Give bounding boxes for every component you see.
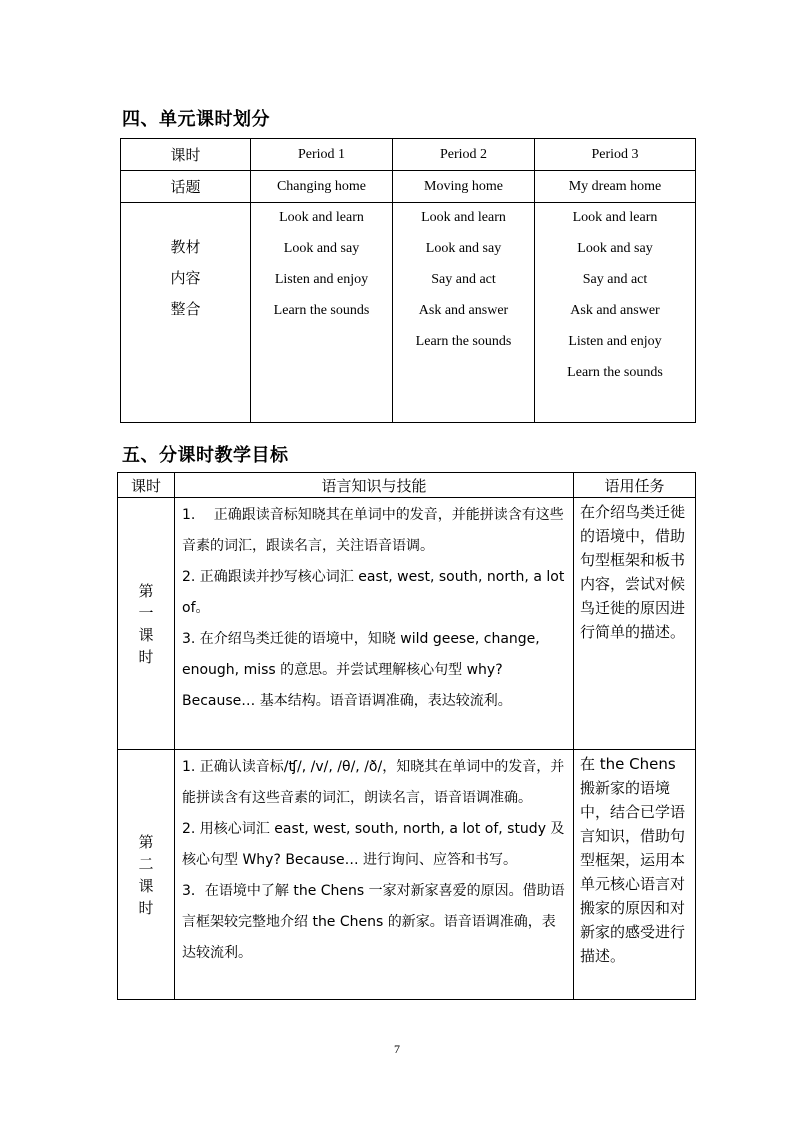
period-char: 时 (138, 898, 154, 917)
task-cell: 在介绍鸟类迁徙的语境中，借助句型框架和板书内容，尝试对候鸟迁徙的原因进行简单的描述。 (574, 498, 696, 750)
material-item: Learn the sounds (567, 365, 663, 380)
topic-cell: My dream home (535, 171, 696, 203)
topic-label: 话题 (121, 171, 251, 203)
material-item: Look and learn (279, 210, 364, 225)
material-item: Say and act (582, 272, 648, 287)
period-char: 课 (138, 876, 154, 895)
teaching-objectives-table (117, 472, 696, 1000)
table-row (121, 171, 696, 203)
period-char: 课 (138, 625, 154, 644)
objective-item: 1. 正确跟读音标知晓其在单词中的发音，并能拼读含有这些音素的词汇，跟读名言，关注语音语调。 (182, 507, 564, 554)
period-division-table (120, 138, 696, 423)
material-item: Ask and answer (570, 303, 660, 318)
objective-item: 1. 正确认读音标/ʧ/, /v/, /θ/, /ð/，知晓其在单词中的发音，并能拼读含有这些音素的词汇，朗读名言，语音语调准确。 (182, 759, 565, 806)
objective-item: 3. 在介绍鸟类迁徙的语境中，知晓 wild geese, change, enough, miss 的意思。并尝试理解核心句型 why? Because… 基本结构。语音语调准确，表达较流利。 (182, 631, 540, 709)
period-char: 第 (138, 581, 154, 600)
material-item: Look and say (577, 241, 653, 256)
topic-cell: Moving home (393, 171, 535, 203)
section-4-title: 四、单元课时划分 (122, 109, 270, 130)
material-item: Look and say (425, 241, 502, 256)
material-item: Look and learn (421, 210, 506, 225)
topic-cell: Changing home (251, 171, 393, 203)
knowledge-cell (175, 750, 574, 1000)
material-label-line: 教材 (170, 238, 201, 256)
header-cell: Period 3 (535, 139, 696, 171)
header-cell: 课时 (121, 139, 251, 171)
page-number: 7 (394, 1042, 400, 1056)
objective-item: 2. 用核心词汇 east, west, south, north, a lot of, study 及核心句型 Why? Because… 进行询问、应答和书写。 (182, 821, 565, 868)
header-cell: Period 1 (251, 139, 393, 171)
table-row (121, 203, 696, 423)
period-label (118, 498, 175, 750)
material-label (121, 203, 251, 423)
period-char: 二 (138, 854, 154, 873)
material-item: Say and act (431, 272, 496, 287)
knowledge-cell (175, 498, 574, 750)
material-item: Listen and enjoy (568, 334, 662, 349)
material-item: Learn the sounds (273, 303, 370, 318)
material-item: Ask and answer (418, 303, 509, 318)
material-cell-period-1 (251, 203, 393, 423)
task-cell: 在 the Chens 搬新家的语境中，结合已学语言知识，借助句型框架，运用本单元核心语言对搬家的原因和对新家的感受进行描述。 (574, 750, 696, 1000)
period-char: 时 (138, 647, 154, 666)
header-cell: 语言知识与技能 (175, 473, 574, 498)
material-cell-period-2 (393, 203, 535, 423)
period-label (118, 750, 175, 1000)
table-row (121, 139, 696, 171)
header-cell: 课时 (118, 473, 175, 498)
material-item: Listen and enjoy (274, 272, 369, 287)
section-5-title: 五、分课时教学目标 (122, 445, 289, 466)
header-cell: Period 2 (393, 139, 535, 171)
material-item: Look and learn (572, 210, 658, 225)
period-char: 第 (138, 832, 154, 851)
table-row (118, 750, 696, 1000)
objective-item: 3．在语境中了解 the Chens 一家对新家喜爱的原因。借助语言框架较完整地介绍 the Chens 的新家。语音语调准确，表达较流利。 (182, 883, 565, 961)
material-label-line: 内容 (170, 269, 201, 287)
material-label-line: 整合 (170, 300, 201, 318)
table-row (118, 473, 696, 498)
material-item: Learn the sounds (415, 334, 512, 349)
objective-item: 2. 正确跟读并抄写核心词汇 east, west, south, north, a lot of。 (182, 569, 565, 616)
table-row (118, 498, 696, 750)
material-item: Look and say (283, 241, 360, 256)
period-char: 一 (138, 603, 154, 622)
material-cell-period-3 (535, 203, 696, 423)
header-cell: 语用任务 (574, 473, 696, 498)
